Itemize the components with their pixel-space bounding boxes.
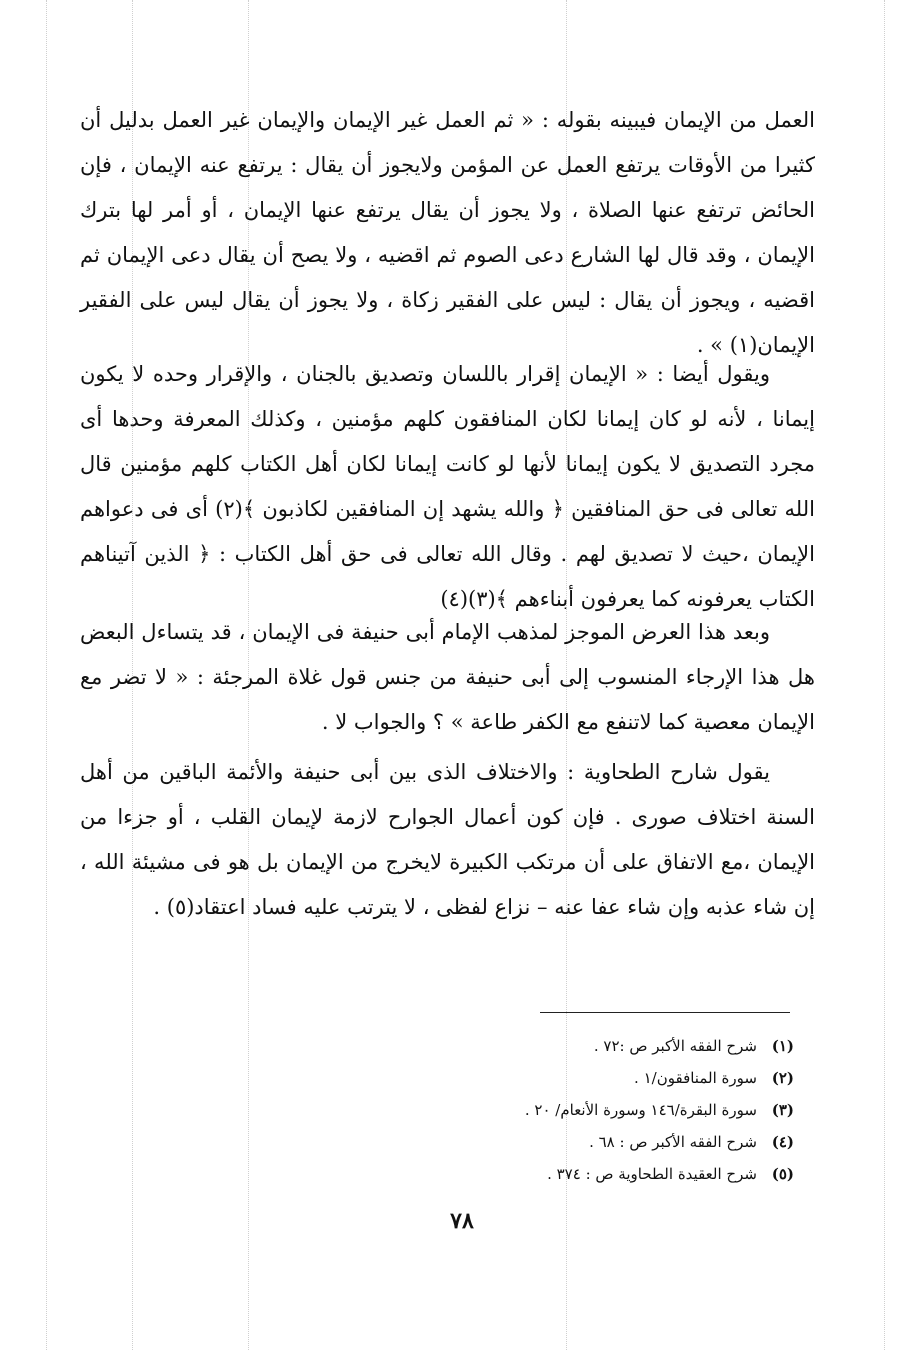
footnote-item bbox=[374, 1158, 794, 1190]
scan-mark bbox=[884, 0, 885, 1350]
paragraph-text: وبعد هذا العرض الموجز لمذهب الإمام أبى حنيفة فى الإيمان ، قد يتساءل البعض هل هذا الإرجاء المنسوب إلى أبى حنيفة من جنس قول غلاة المرجئة : « لا تضر مع الإيمان معصية كما لاتنفع مع الكفر طاعة » ؟ والجواب لا . bbox=[80, 620, 815, 734]
footnote-number: (١) bbox=[771, 1037, 794, 1055]
paragraph-2 bbox=[80, 352, 815, 612]
paragraph-text: ويقول أيضا : « الإيمان إقرار باللسان وتصديق بالجنان ، والإقرار وحده لا يكون إيمانا ، لأنه لو كان إيمانا لكان المنافقون كلهم مؤمنين ، وكذلك المعرفة وحدها أى مجرد التصديق لا يكون إيمانا لأنها لو كانت إيمانا لكان أهل الكتاب كلهم مؤمنين قال الله تعالى فى حق المنافقين ﴿ والله يشهد إن المنافقين لكاذبون ﴾(٢) أى فى دعواهم الإيمان ،حيث لا تصديق لهم . وقال الله تعالى فى حق أهل الكتاب : ﴿ الذين آتيناهم الكتاب يعرفونه كما يعرفون أبناءهم ﴾(٣)(٤) bbox=[80, 362, 815, 611]
footnote-item bbox=[374, 1126, 794, 1158]
footnote-number: (٣) bbox=[771, 1101, 794, 1119]
paragraph-1 bbox=[80, 98, 815, 368]
paragraph-3 bbox=[80, 610, 815, 750]
footnote-text: شرح الفقه الأكبر ص :٧٢ . bbox=[593, 1037, 757, 1055]
paragraph-text: يقول شارح الطحاوية : والاختلاف الذى بين أبى حنيفة والأئمة الباقين من أهل السنة اختلاف صورى . فإن كون أعمال الجوارح لازمة لإيمان القلب ، أو جزءا من الإيمان ،مع الاتفاق على أن مرتكب الكبيرة لايخرج من الإيمان بل هو فى مشيئة الله ، إن شاء عذبه وإن شاء عفا عنه – نزاع لفظى ، لا يترتب عليه فساد اعتقاد(٥) . bbox=[80, 760, 815, 919]
footnotes bbox=[374, 1030, 794, 1190]
footnote-item bbox=[374, 1094, 794, 1126]
footnote-item bbox=[374, 1062, 794, 1094]
footnote-number: (٢) bbox=[771, 1069, 794, 1087]
footnote-text: شرح العقيدة الطحاوية ص : ٣٧٤ . bbox=[547, 1165, 757, 1183]
paragraph-text: العمل من الإيمان فيبينه بقوله : « ثم العمل غير الإيمان والإيمان غير العمل بدليل أن كثيرا من الأوقات يرتفع العمل عن المؤمن ولايجوز أن يقال : يرتفع عنه الإيمان ، فإن الحائض ترتفع عنها الصلاة ، ولا يجوز أن يقال يرتفع عنها الإيمان ، أو أمر لها بترك الإيمان ، وقد قال لها الشارع دعى الصوم ثم اقضيه ، ولا يصح أن يقال دعى الإيمان ثم اقضيه ، ويجوز أن يقال : ليس على الفقير زكاة ، ولا يجوز أن يقال ليس على الفقير الإيمان(١) » . bbox=[80, 108, 815, 357]
footnote-item bbox=[374, 1030, 794, 1062]
footnote-text: سورة البقرة/١٤٦ وسورة الأنعام/ ٢٠ . bbox=[524, 1101, 757, 1119]
scan-mark bbox=[46, 0, 47, 1350]
footnote-text: شرح الفقه الأكبر ص : ٦٨ . bbox=[589, 1133, 757, 1151]
footnote-number: (٥) bbox=[771, 1165, 794, 1183]
footnote-text: سورة المنافقون/١ . bbox=[634, 1069, 757, 1087]
footnote-number: (٤) bbox=[771, 1133, 794, 1151]
page-number: ٧٨ bbox=[450, 1208, 474, 1234]
paragraph-4 bbox=[80, 750, 815, 950]
footnote-separator bbox=[540, 1012, 790, 1013]
